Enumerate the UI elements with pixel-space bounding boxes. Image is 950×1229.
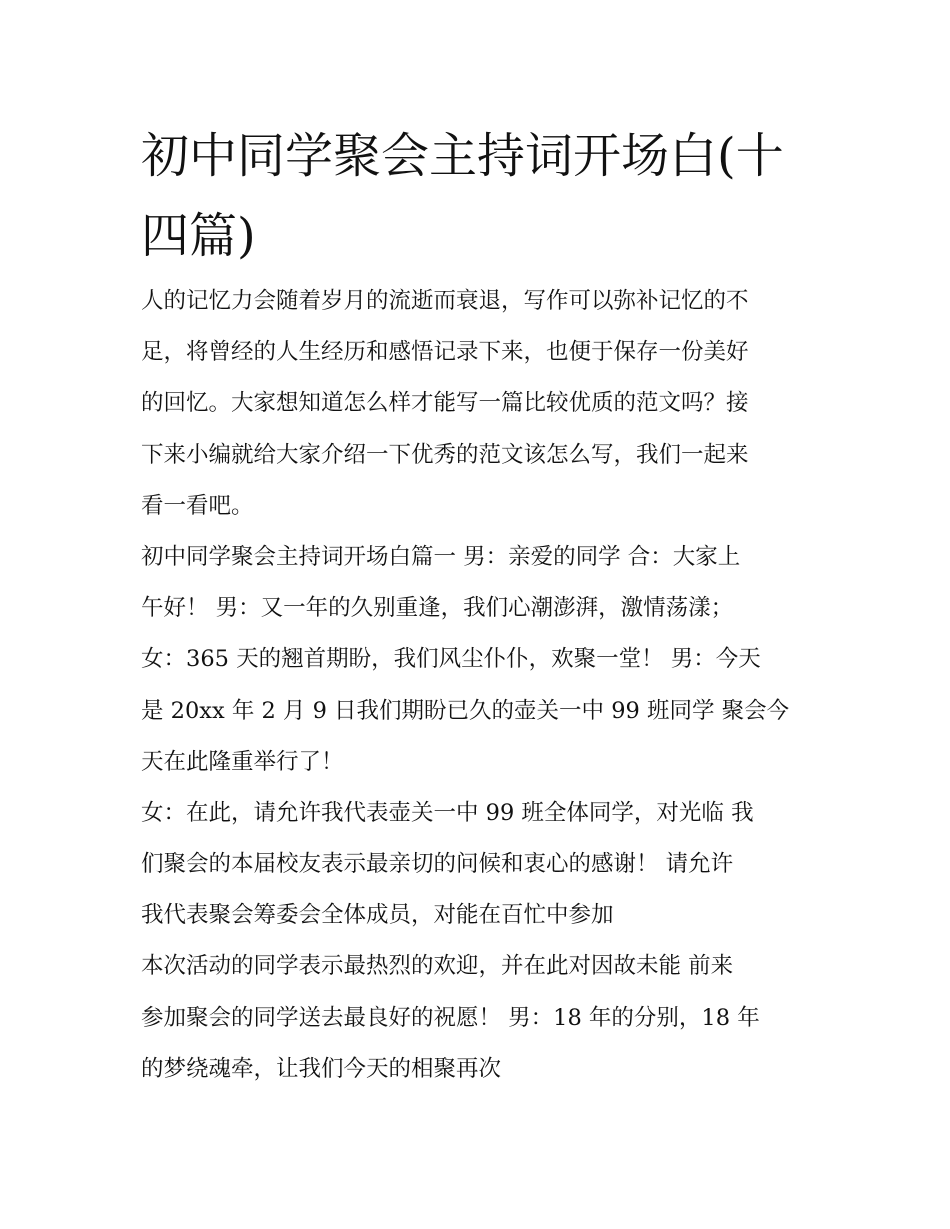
body-line: 的回忆。大家想知道怎么样才能写一篇比较优质的范文吗？接 (141, 390, 749, 417)
body-line: 女：365 天的翘首期盼，我们风尘仆仆，欢聚一堂！ 男：今天 (141, 646, 761, 673)
body-line: 本次活动的同学表示最热烈的欢迎，并在此对因故未能 前来 (141, 953, 734, 980)
body-line: 的梦绕魂牵，让我们今天的相聚再次 (141, 1055, 502, 1082)
body-line: 人的记忆力会随着岁月的流逝而衰退，写作可以弥补记忆的不 (141, 288, 749, 314)
body-line: 我代表聚会筹委会全体成员，对能在百忙中参加 (141, 902, 614, 929)
body-line: 下来小编就给大家介绍一下优秀的范文该怎么写，我们一起来 (141, 441, 749, 468)
body-line: 看一看吧。 (141, 492, 254, 519)
title-line: 四篇) (141, 208, 256, 264)
body-line: 初中同学聚会主持词开场白篇一 男：亲爱的同学 合：大家上 (141, 543, 741, 570)
body-line: 足，将曾经的人生经历和感悟记录下来，也便于保存一份美好 (141, 339, 749, 366)
body-line: 们聚会的本届校友表示最亲切的问候和衷心的感谢！ 请允许 (141, 851, 734, 878)
body-line: 女：在此，请允许我代表壶关一中 99 班全体同学，对光临 我 (141, 799, 754, 826)
document-title (141, 116, 821, 276)
document-body (141, 276, 831, 1095)
body-line: 参加聚会的同学送去最良好的祝愿！ 男：18 年的分别，18 年 (141, 1004, 760, 1031)
title-line: 初中同学聚会主持词开场白(十 (141, 128, 784, 184)
body-line: 午好！ 男：又一年的久别重逢，我们心潮澎湃，激情荡漾； (141, 595, 734, 622)
body-line: 天在此隆重举行了！ (141, 748, 344, 775)
body-line: 是 20xx 年 2 月 9 日我们期盼已久的壶关一中 99 班同学 聚会今 (141, 697, 790, 724)
